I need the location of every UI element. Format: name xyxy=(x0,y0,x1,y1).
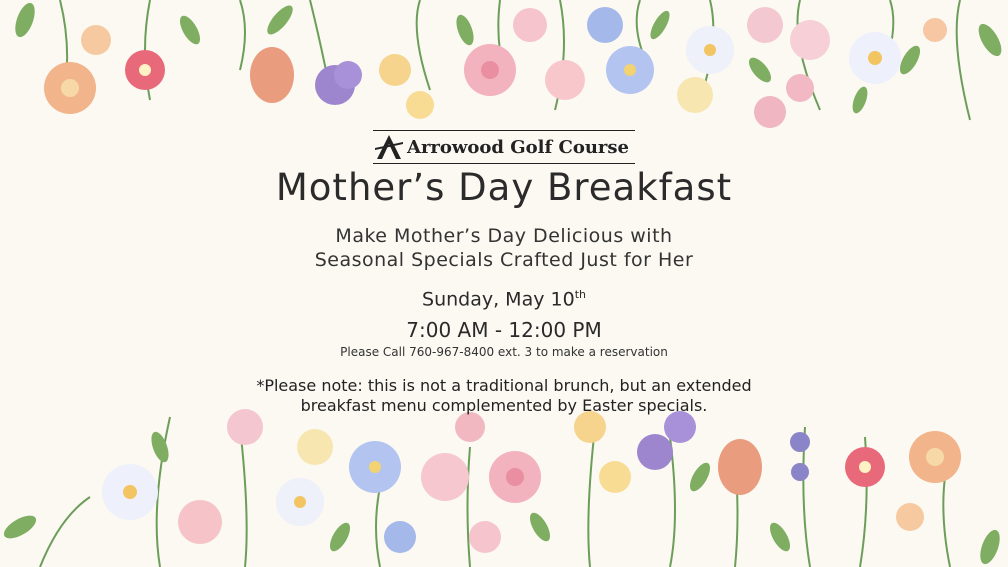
event-date xyxy=(0,288,1008,310)
logo-container xyxy=(0,130,1008,164)
event-subtitle xyxy=(0,224,1008,272)
event-note xyxy=(0,376,1008,416)
event-title: Mother’s Day Breakfast xyxy=(275,166,733,209)
event-time: 7:00 AM - 12:00 PM xyxy=(406,318,602,342)
event-date-text: Sunday, May 10 xyxy=(422,288,575,311)
floral-garland-top xyxy=(0,0,1008,145)
logo-name: Arrowood Golf Course xyxy=(406,136,629,158)
arrow-a-icon xyxy=(375,134,403,160)
floral-garland-bottom xyxy=(0,407,1008,567)
arrowood-logo xyxy=(373,130,635,164)
note-line-1: *Please note: this is not a traditional brunch, but an extended xyxy=(256,376,752,395)
note-line-2: breakfast menu complemented by Easter specials. xyxy=(300,396,708,415)
subtitle-line-2: Seasonal Specials Crafted Just for Her xyxy=(314,249,694,271)
event-date-suffix: th xyxy=(574,288,586,301)
reservation-info: Please Call 760-967-8400 ext. 3 to make a reservation xyxy=(340,345,668,359)
subtitle-line-1: Make Mother’s Day Delicious with xyxy=(335,225,673,247)
